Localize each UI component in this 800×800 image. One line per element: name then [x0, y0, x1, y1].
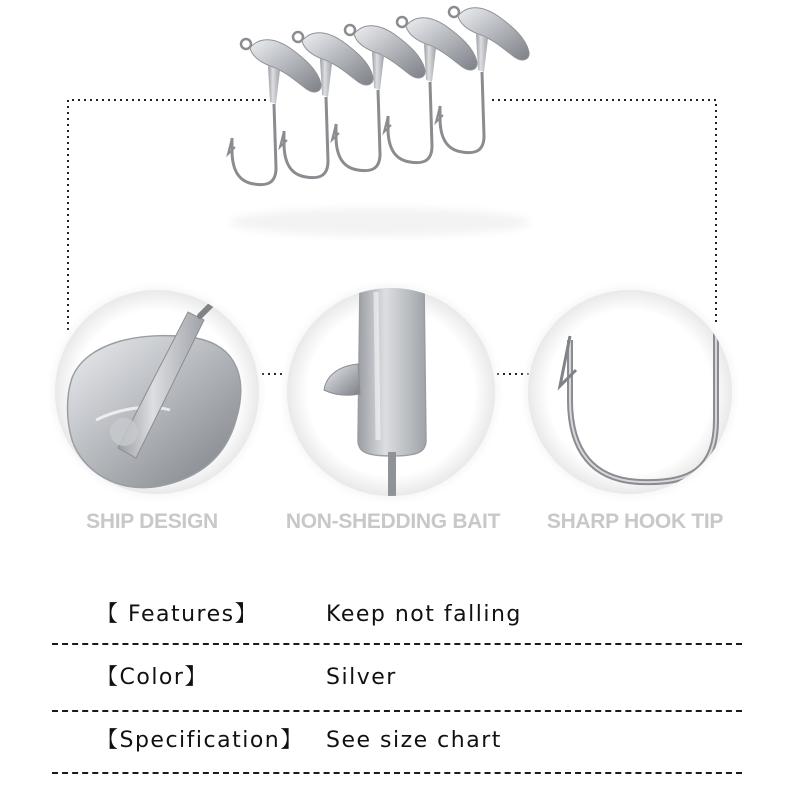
- detail-circle-non-shedding-bait: [285, 282, 497, 512]
- jig-hook-1: [228, 39, 321, 185]
- spec-row-specification: [0, 721, 800, 761]
- spec-row-color: [0, 658, 800, 698]
- spec-value: See size chart: [326, 728, 502, 753]
- spec-label: 【 Features】: [96, 602, 259, 627]
- spec-value: Silver: [326, 665, 397, 690]
- feature-caption-ship-design: SHIP DESIGN: [86, 510, 218, 533]
- detail-circle-ship-design: [53, 288, 261, 496]
- dashed-divider: [52, 643, 742, 645]
- dashed-divider: [52, 710, 742, 712]
- spec-row-features: [0, 595, 800, 635]
- dashed-divider: [52, 772, 742, 774]
- hook-reflection: [230, 208, 530, 236]
- spec-label: 【Specification】: [96, 728, 304, 753]
- spec-value: Keep not falling: [326, 602, 522, 627]
- feature-caption-non-shedding-bait: NON-SHEDDING BAIT: [285, 510, 501, 533]
- detail-circle-sharp-hook-tip: [526, 288, 734, 496]
- spec-label: 【Color】: [96, 665, 208, 690]
- feature-caption-sharp-hook-tip: SHARP HOOK TIP: [546, 510, 724, 533]
- jig-hooks-group: [228, 7, 529, 185]
